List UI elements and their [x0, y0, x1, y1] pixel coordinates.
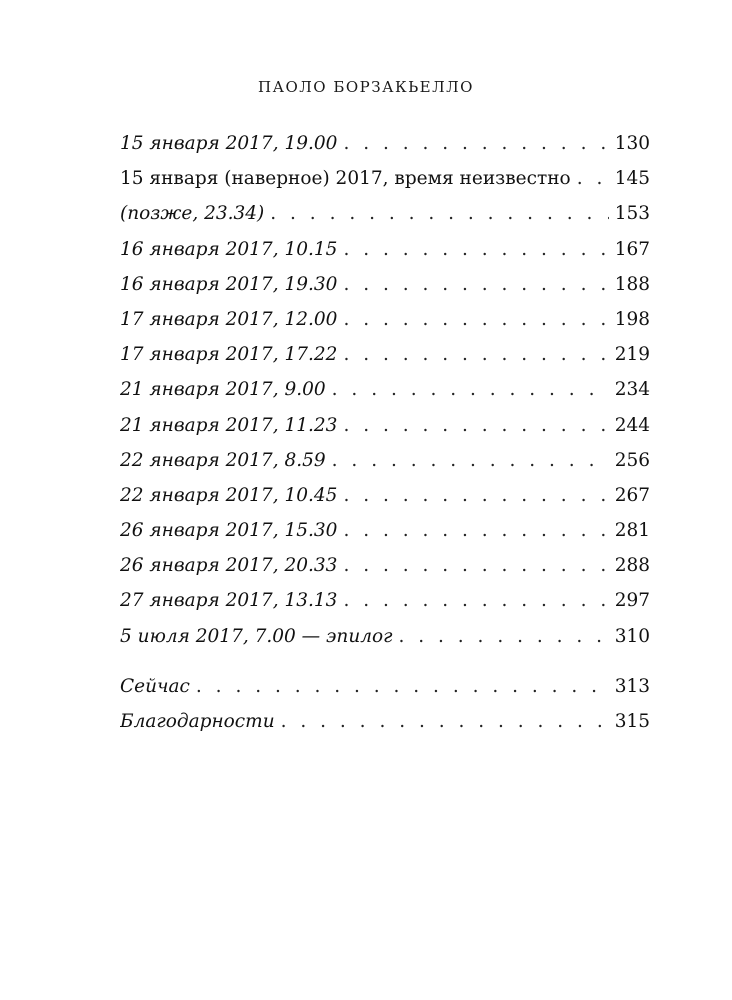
toc-entry [120, 669, 650, 704]
toc-entry-page-number: 198 [614, 308, 650, 330]
toc-entry-title: 16 января 2017, 19.30 [120, 273, 338, 295]
toc-entry-title: 17 января 2017, 12.00 [120, 308, 338, 330]
toc-entry [120, 704, 650, 739]
toc-entry-page-number: 315 [614, 711, 650, 732]
toc-entry-page-number: 313 [614, 675, 650, 697]
toc-leader-dots [196, 669, 609, 704]
toc-entry-title: 21 января 2017, 11.23 [120, 414, 338, 436]
toc-entry [120, 478, 650, 513]
toc-entry-title: 16 января 2017, 10.15 [120, 238, 338, 260]
toc-entry-title: Благодарности [120, 711, 275, 732]
toc-entry [120, 232, 650, 267]
toc-entry-page-number: 153 [614, 203, 650, 225]
toc-leader-dots [332, 372, 609, 407]
toc-entry-page-number: 219 [614, 344, 650, 366]
toc-entry [120, 267, 650, 302]
toc-entry-page-number: 167 [614, 238, 650, 260]
toc-entry-page-number: 281 [614, 520, 650, 542]
toc-leader-dots [343, 302, 608, 337]
toc-entry [120, 619, 650, 654]
toc-leader-dots [281, 704, 609, 739]
toc-leader-dots [343, 232, 608, 267]
toc-entry-title: 15 января (наверное) 2017, время неизвестно [120, 168, 571, 190]
toc-entry-page-number: 288 [614, 555, 650, 577]
running-head: ПАОЛО БОРЗАКЬЕЛЛО [258, 78, 474, 96]
toc-entry [120, 443, 650, 478]
toc-entry [120, 302, 650, 337]
toc-leader-dots [343, 478, 608, 513]
toc-entry [120, 513, 650, 548]
table-of-contents [120, 126, 650, 739]
toc-leader-dots [343, 583, 608, 618]
toc-main-group [120, 126, 650, 654]
toc-leader-dots [343, 408, 608, 443]
toc-entry-title: 5 июля 2017, 7.00 — эпилог [120, 625, 393, 647]
toc-entry-title: Сейчас [120, 675, 190, 697]
toc-entry-page-number: 267 [614, 484, 650, 506]
toc-entry-title: 22 января 2017, 10.45 [120, 484, 338, 506]
toc-leader-dots [399, 619, 609, 654]
toc-entry-page-number: 130 [614, 133, 650, 154]
toc-entry [120, 372, 650, 407]
toc-entry-title: 21 января 2017, 9.00 [120, 379, 326, 401]
toc-entry-page-number: 297 [614, 590, 650, 612]
toc-leader-dots [577, 161, 609, 196]
toc-entry [120, 408, 650, 443]
toc-entry-title: (позже, 23.34) [120, 203, 265, 225]
toc-entry-title: 27 января 2017, 13.13 [120, 590, 338, 612]
toc-entry-page-number: 145 [614, 168, 650, 190]
toc-entry [120, 583, 650, 618]
toc-entry-page-number: 244 [614, 414, 650, 436]
toc-leader-dots [270, 196, 608, 231]
toc-entry-title: 22 января 2017, 8.59 [120, 449, 326, 471]
toc-leader-dots [343, 126, 608, 161]
toc-entry-title: 15 января 2017, 19.00 [120, 133, 338, 154]
toc-leader-dots [332, 443, 609, 478]
toc-leader-dots [343, 337, 608, 372]
toc-leader-dots [343, 513, 608, 548]
toc-entry-page-number: 188 [614, 273, 650, 295]
toc-entry [120, 337, 650, 372]
toc-entry-title: 26 января 2017, 20.33 [120, 555, 338, 577]
toc-entry [120, 126, 650, 161]
toc-entry-page-number: 234 [614, 379, 650, 401]
toc-entry-page-number: 310 [614, 625, 650, 647]
toc-leader-dots [343, 548, 608, 583]
toc-entry [120, 196, 650, 231]
toc-leader-dots [343, 267, 608, 302]
toc-entry-title: 26 января 2017, 15.30 [120, 520, 338, 542]
toc-entry [120, 548, 650, 583]
toc-entry-page-number: 256 [614, 449, 650, 471]
toc-entry-title: 17 января 2017, 17.22 [120, 344, 338, 366]
toc-back-group [120, 669, 650, 739]
toc-entry [120, 161, 650, 196]
